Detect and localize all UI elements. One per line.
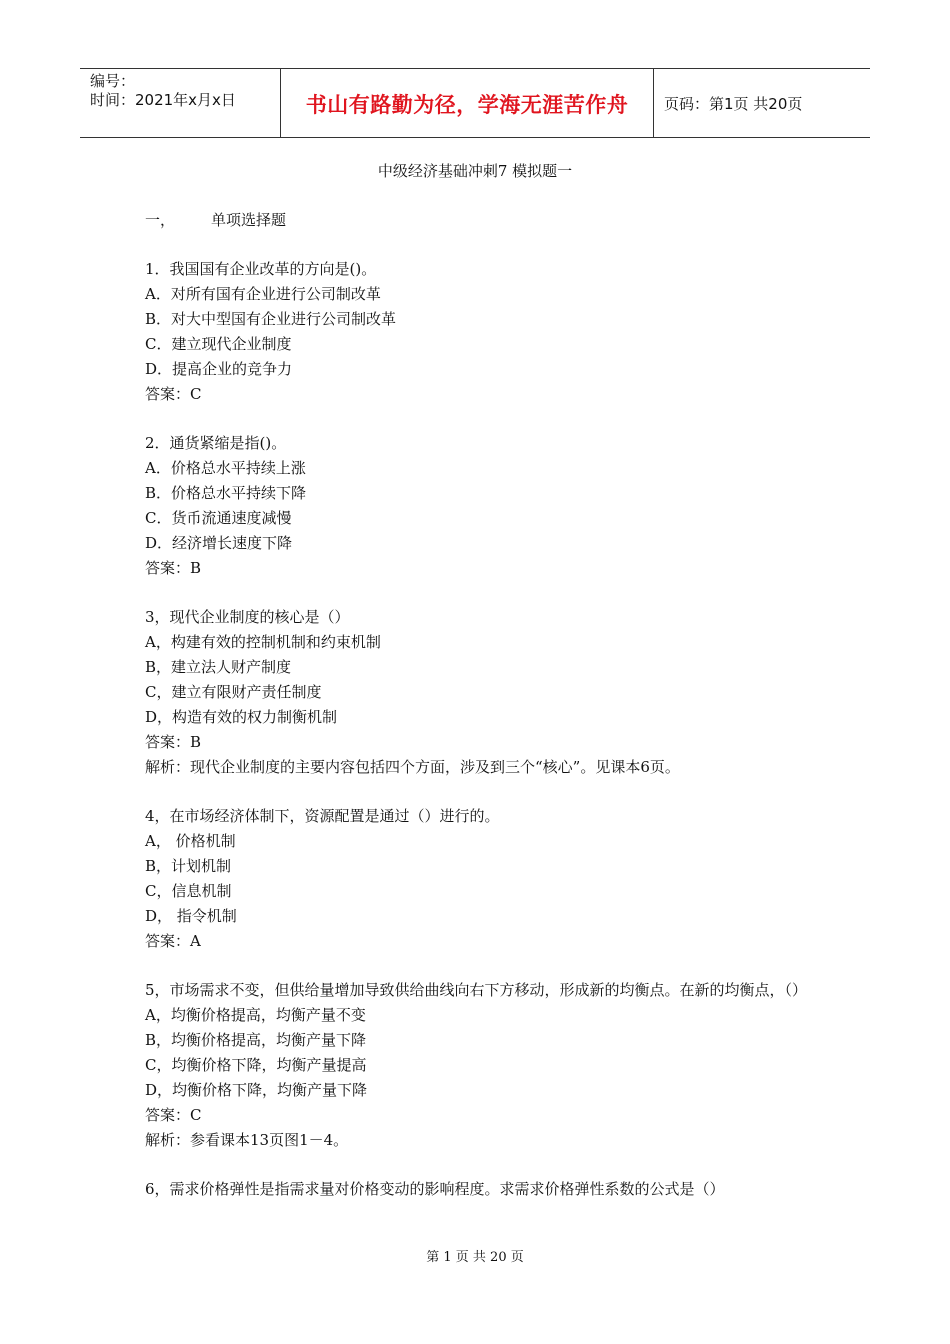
option-b: B，均衡价格提高，均衡产量下降 [145, 1031, 367, 1049]
question-stem: 5，市场需求不变，但供给量增加导致供给曲线向右下方移动，形成新的均衡点。在新的均衡点，（） [145, 981, 808, 999]
option-c: C，信息机制 [145, 882, 232, 900]
question-stem: 4，在市场经济体制下，资源配置是通过（）进行的。 [145, 807, 500, 825]
answer: 答案：A [145, 932, 201, 950]
option-d: D．提高企业的竞争力 [145, 360, 293, 378]
section-heading [145, 208, 825, 233]
analysis: 解析：参看课本13页图1－4。 [145, 1131, 349, 1149]
option-c: C．货币流通速度减慢 [145, 509, 292, 527]
option-b: B．价格总水平持续下降 [145, 484, 307, 502]
doc-number-label: 编号： [90, 72, 136, 90]
option-b: B．对大中型国有企业进行公司制改革 [145, 310, 397, 328]
question-stem: 6，需求价格弹性是指需求量对价格变动的影响程度。求需求价格弹性系数的公式是（） [145, 1180, 725, 1198]
question-2 [145, 431, 825, 581]
option-d: D，均衡价格下降，均衡产量下降 [145, 1081, 368, 1099]
option-d: D．经济增长速度下降 [145, 534, 293, 552]
page-footer: 第 1 页 共 20 页 [426, 1250, 524, 1265]
option-c: C．建立现代企业制度 [145, 335, 292, 353]
option-c: C，建立有限财产责任制度 [145, 683, 322, 701]
option-a: A．价格总水平持续上涨 [145, 459, 306, 477]
question-stem: 2．通货紧缩是指()。 [145, 434, 287, 452]
doc-time-label: 时间：2021年x月x日 [90, 91, 236, 109]
question-3 [145, 605, 825, 780]
answer: 答案：C [145, 385, 202, 403]
option-a: A，构建有效的控制机制和约束机制 [145, 633, 381, 651]
option-a: A，均衡价格提高，均衡产量不变 [145, 1006, 366, 1024]
option-d: D， 指令机制 [145, 907, 237, 925]
page-header [80, 68, 870, 138]
option-b: B，建立法人财产制度 [145, 658, 292, 676]
answer: 答案：B [145, 733, 202, 751]
question-1 [145, 257, 825, 407]
question-stem: 1．我国国有企业改革的方向是()。 [145, 260, 377, 278]
option-d: D，构造有效的权力制衡机制 [145, 708, 338, 726]
option-a: A．对所有国有企业进行公司制改革 [145, 285, 381, 303]
answer: 答案：B [145, 559, 202, 577]
option-b: B，计划机制 [145, 857, 232, 875]
question-stem: 3，现代企业制度的核心是（） [145, 608, 350, 626]
answer: 答案：C [145, 1106, 202, 1124]
analysis: 解析：现代企业制度的主要内容包括四个方面，涉及到三个“核心”。见课本6页。 [145, 758, 680, 776]
option-c: C，均衡价格下降，均衡产量提高 [145, 1056, 367, 1074]
section-label: 单项选择题 [211, 211, 287, 229]
question-6 [145, 1177, 825, 1202]
header-page-label: 页码：第1页 共20页 [664, 94, 803, 113]
section-number: 一， [145, 211, 176, 229]
question-4 [145, 804, 825, 954]
option-a: A， 价格机制 [145, 832, 236, 850]
document-body [145, 208, 825, 1202]
header-meta [80, 69, 281, 137]
document-title: 中级经济基础冲刺7 模拟题一 [377, 162, 573, 180]
question-5 [145, 978, 825, 1153]
header-motto: 书山有路勤为径，学海无涯苦作舟 [281, 69, 654, 137]
